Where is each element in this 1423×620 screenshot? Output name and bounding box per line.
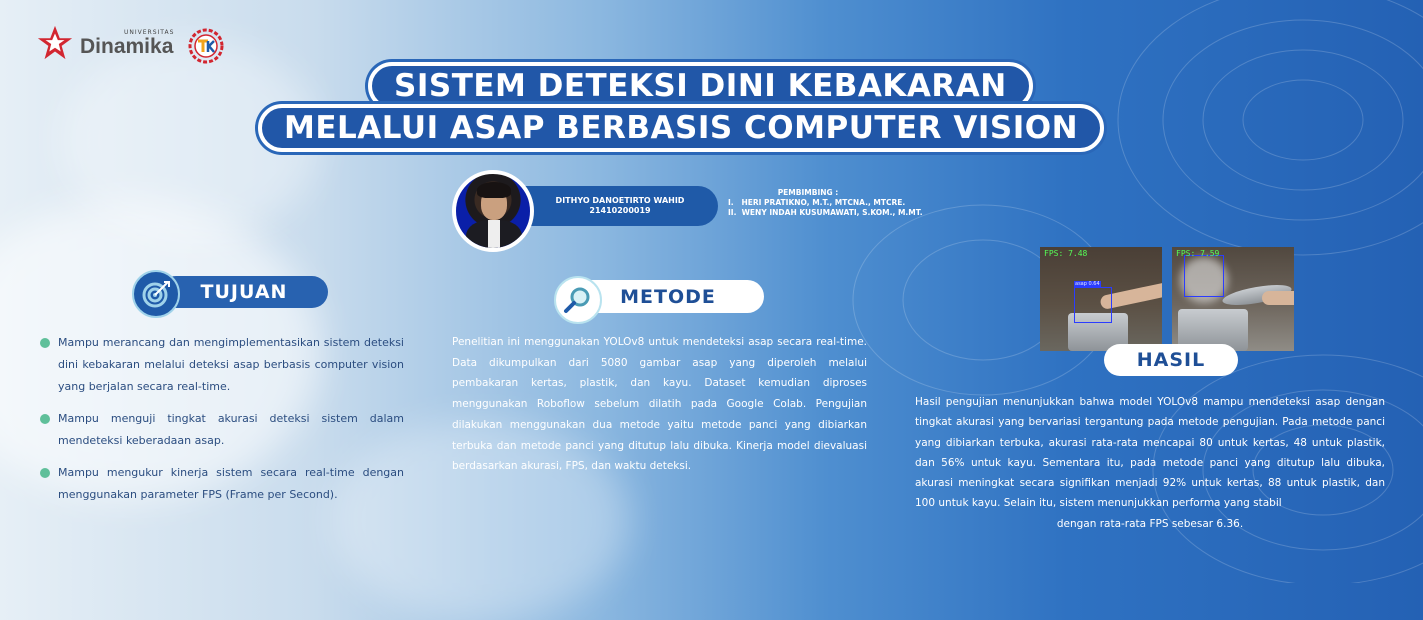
detection-image-lid-pot <box>1172 247 1294 351</box>
bbox-label: asap 0.64 <box>1075 281 1100 287</box>
poster-title <box>258 62 1163 157</box>
advisor-item: I. HERI PRATIKNO, M.T., MTCNA., MTCRE. <box>728 197 906 207</box>
tujuan-heading: TUJUAN <box>160 276 328 308</box>
advisors-block <box>728 188 923 217</box>
list-item: Mampu merancang dan mengimplementasikan sistem deteksi dini kebakaran melalui deteksi asap berbasis computer vision yang berjalan secara real-time. <box>40 332 404 398</box>
university-logo <box>36 24 174 62</box>
advisors-heading: PEMBIMBING : <box>777 188 839 197</box>
bullet-icon <box>40 338 50 348</box>
metode-heading: METODE <box>572 280 764 313</box>
university-label: UNIVERSITAS <box>124 28 175 36</box>
advisor-item: II. WENY INDAH KUSUMAWATI, S.KOM., M.MT. <box>728 207 923 217</box>
student-id: 21410200019 <box>589 206 651 215</box>
magnifier-icon <box>554 276 602 324</box>
student-name-pill <box>512 186 718 226</box>
star-logo-icon <box>36 24 74 62</box>
student-photo <box>452 170 534 252</box>
metode-text: Penelitian ini menggunakan YOLOv8 untuk mendeteksi asap secara real-time. Data dikumpulkan dari 5080 gambar asap yang diperoleh melalui pembakaran kertas, plastik, dan kayu. Dataset kemudian diproses menggunakan Roboflow sebelum dilatih pada Google Colab. Pengujian dilakukan menggunakan dua metode yaitu metode panci yang dibiarkan terbuka dan metode panci yang ditutup lalu dibuka. Kinerja model dievaluasi berdasarkan akurasi, FPS, dan waktu deteksi. <box>452 336 867 473</box>
fps-readout: FPS: 7.48 <box>1044 249 1088 258</box>
student-name: DITHYO DANOETIRTO WAHID <box>555 195 685 205</box>
title-line-1: SISTEM DETEKSI DINI KEBAKARAN <box>368 62 1033 110</box>
target-icon <box>132 270 180 318</box>
hasil-paragraph: Hasil pengujian menunjukkan bahwa model YOLOv8 mampu mendeteksi asap dengan tingkat akurasi yang bervariasi tergantung pada metode pengujian. Pada metode panci yang dibiarkan terbuka, akurasi rata-rata mencapai 80 untuk kertas, 48 untuk plastik, dan 56% untuk kayu. Sementara itu, pada metode panci yang ditutup lalu dibuka, akurasi meningkat secara signifikan menjadi 92% untuk kertas, 88 untuk plastik, dan 100 untuk kayu. Selain itu, sistem menunjukkan performa yang stabil <box>915 396 1385 510</box>
fps-readout: FPS: 7.59 <box>1176 249 1220 258</box>
title-line-2: MELALUI ASAP BERBASIS COMPUTER VISION <box>258 104 1104 152</box>
detection-image-open-pot <box>1040 247 1162 351</box>
tk-gear-logo-icon <box>188 28 224 64</box>
tujuan-list <box>40 332 404 506</box>
bullet-icon <box>40 468 50 478</box>
list-item: Mampu mengukur kinerja sistem secara real-time dengan menggunakan parameter FPS (Frame per Second). <box>40 462 404 506</box>
hasil-last-line: dengan rata-rata FPS sebesar 6.36. <box>1056 517 1244 530</box>
university-name: Dinamika <box>80 34 174 58</box>
hasil-text <box>915 392 1385 534</box>
list-item: Mampu menguji tingkat akurasi deteksi sistem dalam mendeteksi keberadaan asap. <box>40 408 404 452</box>
hasil-heading: HASIL <box>1104 344 1238 376</box>
bullet-icon <box>40 414 50 424</box>
